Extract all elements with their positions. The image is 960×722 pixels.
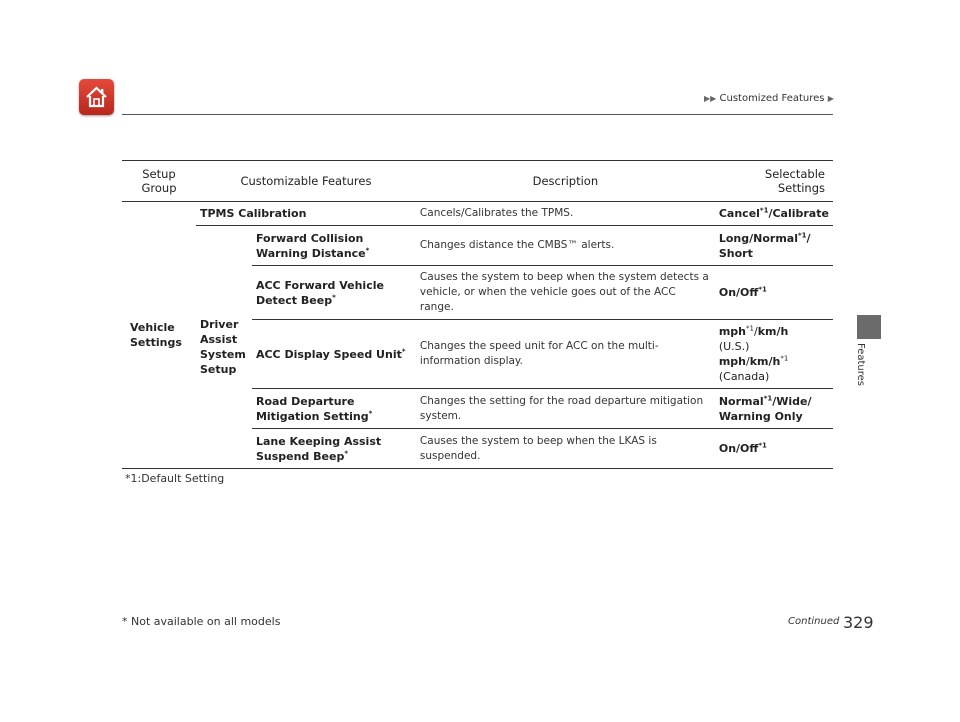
- page-number: 329: [843, 613, 874, 632]
- section-tab[interactable]: [854, 343, 868, 403]
- description-cell: Changes the setting for the road departure mitigation system.: [416, 389, 715, 429]
- home-button[interactable]: [79, 79, 114, 115]
- description-cell: Causes the system to beep when the LKAS is suspended.: [416, 429, 715, 469]
- header-customizable-features: Customizable Features: [196, 161, 416, 202]
- header-setup-group: Setup Group: [122, 161, 196, 202]
- breadcrumb-label: Customized Features: [719, 93, 825, 104]
- feature-cell: ACC Display Speed Unit*: [252, 320, 416, 389]
- table-row: [122, 226, 833, 266]
- default-setting-footnote: *1:Default Setting: [125, 472, 225, 485]
- setup-group-cell: Vehicle Settings: [122, 202, 196, 469]
- table-header-row: [122, 161, 833, 202]
- feature-cell: Forward Collision Warning Distance*: [252, 226, 416, 266]
- feature-cell: ACC Forward Vehicle Detect Beep*: [252, 266, 416, 320]
- description-cell: Causes the system to beep when the system detects a vehicle, or when the vehicle goes out of the ACC range.: [416, 266, 715, 320]
- subgroup-cell: Driver Assist System Setup: [196, 226, 252, 469]
- description-cell: Changes distance the CMBS™ alerts.: [416, 226, 715, 266]
- feature-cell: TPMS Calibration: [196, 202, 416, 226]
- continued-label: Continued: [788, 616, 840, 627]
- availability-note: * Not available on all models: [122, 615, 281, 628]
- customized-features-table: [122, 160, 833, 469]
- description-cell: Changes the speed unit for ACC on the multi-information display.: [416, 320, 715, 389]
- section-tab-marker: [857, 315, 881, 339]
- breadcrumb-end-arrow-icon: ▶: [827, 94, 834, 103]
- setting-cell: Cancel$^{*1}$/Calibrate: [715, 202, 833, 226]
- setting-cell: mph$^{*1}$/km/h (U.S.) mph/$km/h^{*1}$ (Canada): [715, 320, 833, 389]
- header-description: Description: [416, 161, 715, 202]
- table-row: [122, 202, 833, 226]
- feature-cell: Road Departure Mitigation Setting*: [252, 389, 416, 429]
- description-cell: Cancels/Calibrates the TPMS.: [416, 202, 715, 226]
- setting-cell: Normal$^{*1}$/Wide/ Warning Only: [715, 389, 833, 429]
- home-icon: [84, 84, 109, 110]
- section-tab-label: Features: [855, 343, 866, 386]
- header-selectable-settings: Selectable Settings: [715, 161, 833, 202]
- feature-cell: Lane Keeping Assist Suspend Beep*: [252, 429, 416, 469]
- breadcrumb[interactable]: [704, 93, 834, 104]
- header-rule: [122, 114, 833, 115]
- breadcrumb-arrow-icon: ▶▶: [704, 94, 717, 103]
- setting-cell: On/Off$^{*1}$: [715, 429, 833, 469]
- setting-cell: Long/Normal$^{*1}$/ Short: [715, 226, 833, 266]
- setting-cell: On/Off$^{*1}$: [715, 266, 833, 320]
